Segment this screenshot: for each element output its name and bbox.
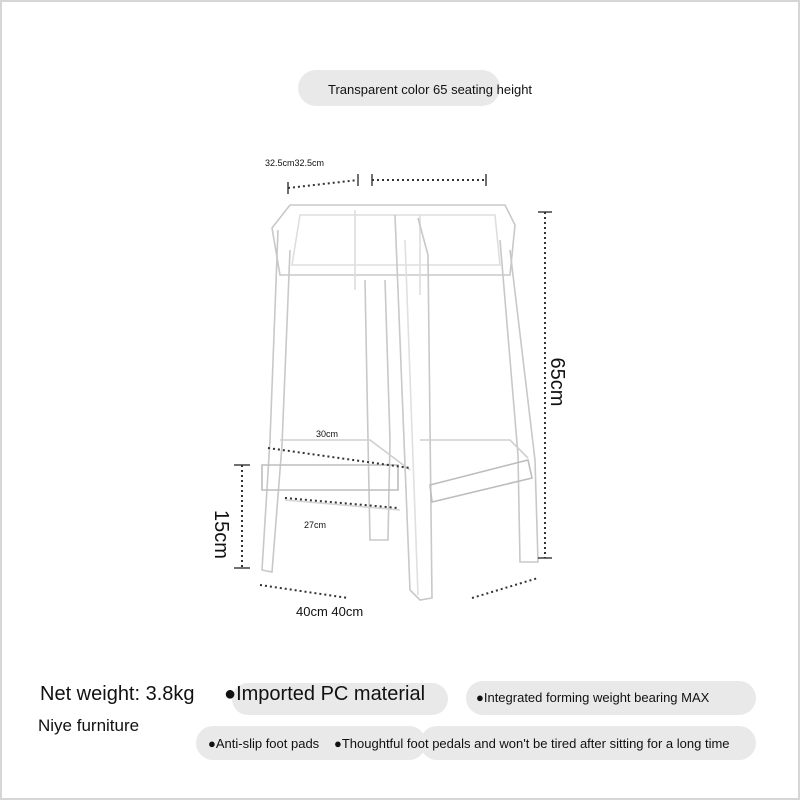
- feet-text: ●Anti-slip foot pads: [208, 736, 320, 751]
- leg-back-right: [500, 240, 538, 562]
- net-weight-text: Net weight: 3.8kg: [40, 683, 195, 705]
- footrest-front: [262, 465, 398, 490]
- dim-base-right: [472, 578, 538, 598]
- leg-back-center: [365, 280, 390, 540]
- leg-front-center: [395, 215, 432, 600]
- dim-top-label: 32.5cm32.5cm: [265, 158, 325, 168]
- brand-text: Niye furniture: [38, 716, 140, 735]
- dim-top-left: [288, 180, 358, 188]
- pedals-text: ●Thoughtful foot pedals and won't be tired after sitting for a long time: [334, 736, 730, 751]
- dim-base-label: 40cm 40cm: [296, 604, 364, 619]
- dim-footrest-width: [285, 498, 398, 508]
- dim-height-label: 65cm: [546, 357, 568, 407]
- material-text: ●Imported PC material: [224, 683, 426, 705]
- dim-base-left: [260, 585, 348, 598]
- title-text: Transparent color 65 seating height: [328, 82, 533, 97]
- dim-footrest-height-label: 15cm: [210, 510, 232, 559]
- bearing-text: ●Integrated forming weight bearing MAX: [476, 690, 710, 705]
- dim-footrest-width-label: 27cm: [304, 520, 327, 530]
- footrest-right: [430, 460, 532, 502]
- leg-front-left: [262, 230, 290, 572]
- dim-footrest-depth-label: 30cm: [316, 429, 350, 439]
